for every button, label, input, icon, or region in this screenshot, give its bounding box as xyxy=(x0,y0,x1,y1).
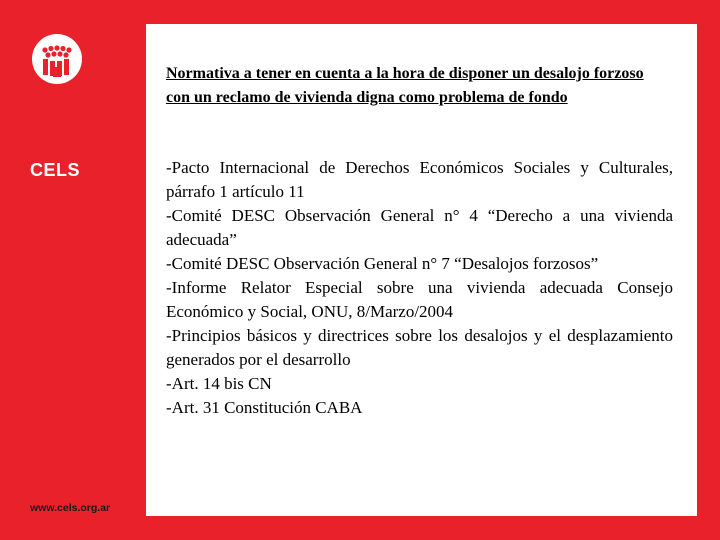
sidebar xyxy=(0,0,146,540)
list-item: -Informe Relator Especial sobre una vivienda adecuada Consejo Económico y Social, ONU, 8/Marzo/2004 xyxy=(166,278,673,321)
content-panel xyxy=(146,24,697,516)
list-item: -Comité DESC Observación General n° 7 “Desalojos forzosos” xyxy=(166,254,599,273)
website-link[interactable]: www.cels.org.ar xyxy=(30,502,111,514)
list-item: -Art. 31 Constitución CABA xyxy=(166,398,363,417)
slide-title: Normativa a tener en cuenta a la hora de disponer un desalojo forzoso con un reclamo de vivienda digna como problema de fondo xyxy=(166,65,644,106)
list-item: -Principios básicos y directrices sobre los desalojos y el desplazamiento generados por el desarrollo xyxy=(166,326,673,369)
cels-logo-icon xyxy=(31,33,83,85)
slide-body xyxy=(166,156,673,420)
brand-name: CELS xyxy=(30,160,81,180)
list-item: -Art. 14 bis CN xyxy=(166,374,272,393)
list-item: -Comité DESC Observación General n° 4 “Derecho a una vivienda adecuada” xyxy=(166,206,673,249)
list-item: -Pacto Internacional de Derechos Económicos Sociales y Culturales, párrafo 1 artículo 11 xyxy=(166,158,673,201)
